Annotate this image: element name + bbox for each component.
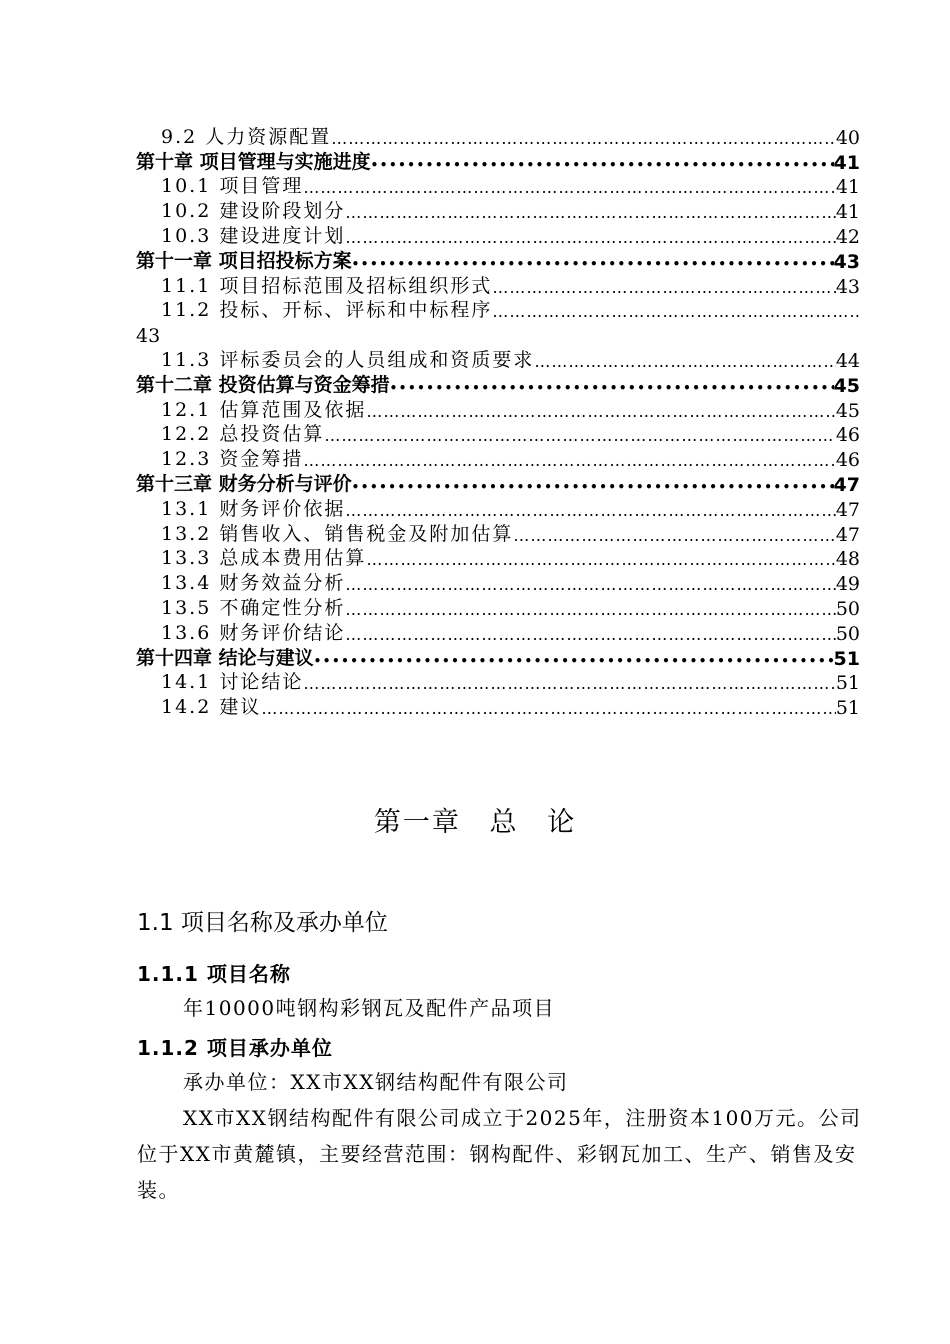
toc-entry-title: 13.2 销售收入、销售税金及附加估算 xyxy=(161,522,514,545)
toc-section-entry xyxy=(136,198,860,223)
toc-section-entry xyxy=(136,670,860,695)
toc-section-entry xyxy=(136,223,860,248)
toc-page-number: 46 xyxy=(835,449,860,472)
toc-page-number: 40 xyxy=(835,126,860,149)
toc-entry-title: 13.4 财务效益分析 xyxy=(161,572,346,595)
toc-page-number: 48 xyxy=(835,548,860,571)
toc-page-number: 47 xyxy=(835,498,860,521)
toc-chapter-entry xyxy=(136,471,860,496)
toc-section-entry xyxy=(136,546,860,571)
toc-section-entry xyxy=(136,446,860,471)
toc-page-number: 43 xyxy=(136,325,161,348)
toc-leader-dots xyxy=(345,623,835,645)
toc-entry-title: 14.2 建议 xyxy=(161,696,262,719)
toc-leader-dots xyxy=(352,251,834,273)
toc-leader-dots xyxy=(345,573,835,595)
toc-page-number: 43 xyxy=(833,250,860,273)
toc-section-entry xyxy=(136,298,860,323)
toc-leader-dots xyxy=(352,474,834,496)
toc-entry-title: 10.1 项目管理 xyxy=(161,175,304,198)
toc-leader-dots xyxy=(261,697,835,719)
toc-leader-dots xyxy=(345,226,835,248)
toc-page-number: 50 xyxy=(835,622,860,645)
toc-entry-title: 13.1 财务评价依据 xyxy=(161,497,346,520)
toc-entry-title: 12.1 估算范围及依据 xyxy=(161,398,367,421)
toc-leader-dots xyxy=(345,201,835,223)
toc-page-number: 50 xyxy=(835,597,860,620)
toc-page-number: 51 xyxy=(835,697,860,720)
toc-leader-dots xyxy=(390,375,834,397)
toc-section-entry xyxy=(136,496,860,521)
toc-entry-title: 第十三章 财务分析与评价 xyxy=(136,472,352,495)
section-heading-1-1-2: 1.1.2 项目承办单位 xyxy=(137,1036,333,1060)
toc-chapter-entry xyxy=(136,149,860,174)
company-intro-paragraph: XX市XX钢结构配件有限公司成立于2025年，注册资本100万元。公司位于XX市黄麓镇，主要经营范围：钢构配件、彩钢瓦加工、生产、销售及安装。 xyxy=(137,1106,862,1202)
toc-page-number: 44 xyxy=(835,349,860,372)
section-heading-1-1: 1.1 项目名称及承办单位 xyxy=(137,910,388,936)
toc-chapter-entry xyxy=(136,248,860,273)
toc-section-entry xyxy=(136,422,860,447)
toc-page-number: 41 xyxy=(835,201,860,224)
toc-entry-title: 第十四章 结论与建议 xyxy=(136,646,314,669)
toc-page-number: 49 xyxy=(835,573,860,596)
toc-page-number: 41 xyxy=(833,151,860,174)
toc-leader-dots xyxy=(324,424,835,446)
toc-entry-title: 12.3 资金筹措 xyxy=(161,448,304,471)
toc-entry-title: 10.3 建设进度计划 xyxy=(161,224,346,247)
toc-leader-dots xyxy=(331,127,836,149)
toc-section-entry xyxy=(136,124,860,149)
table-of-contents xyxy=(136,124,860,719)
toc-page-number: 45 xyxy=(835,399,860,422)
toc-page-number: 45 xyxy=(833,374,860,397)
toc-section-entry xyxy=(136,570,860,595)
toc-section-entry xyxy=(136,595,860,620)
undertaker-text: 承办单位：XX市XX钢结构配件有限公司 xyxy=(183,1070,569,1094)
toc-leader-dots xyxy=(534,350,835,372)
toc-entry-title: 13.6 财务评价结论 xyxy=(161,621,346,644)
toc-leader-dots xyxy=(303,672,835,694)
toc-entry-title: 10.2 建设阶段划分 xyxy=(161,200,346,223)
toc-chapter-entry xyxy=(136,645,860,670)
toc-page-number: 51 xyxy=(833,647,860,670)
toc-page-number: 46 xyxy=(835,424,860,447)
section-heading-1-1-1: 1.1.1 项目名称 xyxy=(137,962,291,986)
project-name-text: 年10000吨钢构彩钢瓦及配件产品项目 xyxy=(183,996,556,1020)
toc-entry-title: 12.2 总投资估算 xyxy=(161,423,325,446)
toc-entry-title: 11.2 投标、开标、评标和中标程序 xyxy=(161,299,493,322)
toc-leader-dots xyxy=(513,524,835,546)
toc-entry-title: 9.2 人力资源配置 xyxy=(161,125,332,148)
toc-page-number: 47 xyxy=(835,523,860,546)
toc-entry-title: 13.5 不确定性分析 xyxy=(161,596,346,619)
toc-entry-title: 第十一章 项目招投标方案 xyxy=(136,249,352,272)
toc-page-number: 42 xyxy=(835,225,860,248)
toc-leader-dots xyxy=(492,300,860,322)
toc-chapter-entry xyxy=(136,372,860,397)
toc-section-entry xyxy=(136,347,860,372)
toc-page-number: 47 xyxy=(833,473,860,496)
toc-section-entry xyxy=(136,397,860,422)
toc-page-number: 41 xyxy=(835,176,860,199)
toc-page-number: 51 xyxy=(835,672,860,695)
toc-section-entry xyxy=(136,521,860,546)
toc-entry-title: 第十二章 投资估算与资金筹措 xyxy=(136,373,390,396)
toc-entry-title: 11.3 评标委员会的人员组成和资质要求 xyxy=(161,348,535,371)
toc-leader-dots xyxy=(492,276,835,298)
toc-page-number: 43 xyxy=(835,275,860,298)
toc-entry-title: 11.1 项目招标范围及招标组织形式 xyxy=(161,274,493,297)
toc-section-entry xyxy=(136,174,860,199)
toc-leader-dots xyxy=(371,152,834,174)
toc-section-entry xyxy=(136,694,860,719)
toc-leader-dots xyxy=(366,548,835,570)
toc-section-entry xyxy=(136,620,860,645)
chapter-title: 第一章 总 论 xyxy=(373,807,577,838)
toc-entry-title: 14.1 讨论结论 xyxy=(161,671,304,694)
toc-leader-dots xyxy=(314,648,834,670)
toc-entry-title: 13.3 总成本费用估算 xyxy=(161,547,367,570)
toc-leader-dots xyxy=(303,176,835,198)
toc-leader-dots xyxy=(366,400,835,422)
toc-entry-title: 第十章 项目管理与实施进度 xyxy=(136,150,371,173)
toc-leader-dots xyxy=(345,598,835,620)
toc-leader-dots xyxy=(345,499,835,521)
toc-section-entry xyxy=(136,273,860,298)
toc-leader-dots xyxy=(303,449,835,471)
